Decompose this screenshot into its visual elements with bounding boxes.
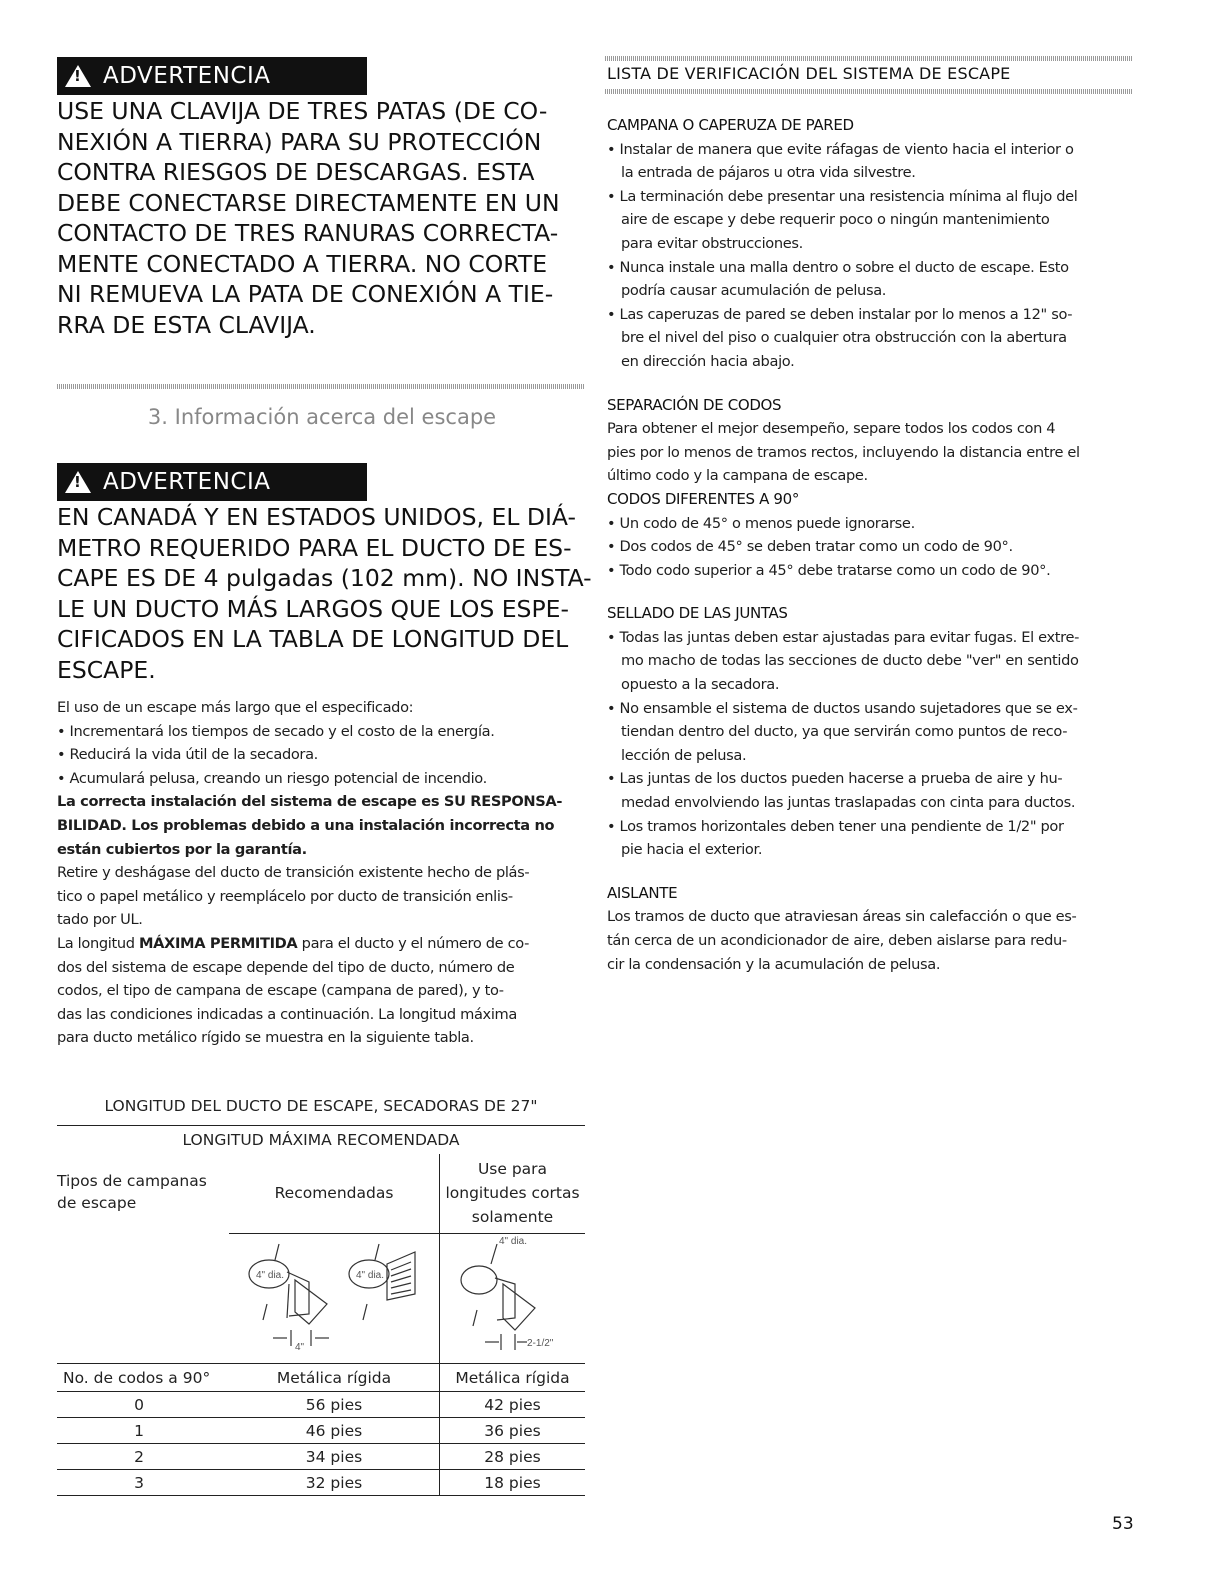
subsection-heading: SEPARACIÓN DE CODOS: [607, 395, 782, 414]
warning-line: ESCAPE.: [57, 655, 156, 684]
table-cell: 42 pies: [440, 1392, 586, 1418]
warning-line: CONTACTO DE TRES RANURAS CORRECTA-: [57, 219, 559, 247]
section-divider: [57, 384, 585, 389]
paragraph-line: cir la condensación y la acumulación de pelusa.: [607, 955, 941, 973]
warning-line: NI REMUEVA LA PATA DE CONEXIÓN A TIE-: [57, 280, 554, 308]
warning-line: CIFICADOS EN LA TABLA DE LONGITUD DEL: [57, 625, 569, 653]
warning-text-1: [57, 96, 587, 340]
paragraph-line: último codo y la campana de escape.: [607, 467, 868, 485]
bullet-item: • Incrementará los tiempos de secado y el costo de la energía.: [57, 722, 495, 740]
bullet-item: • Reducirá la vida útil de la secadora.: [57, 746, 318, 764]
wall-hood-illustrations: [229, 1234, 439, 1359]
recommended-hoods-figure: [229, 1234, 440, 1364]
bullet-item: opuesto a la secadora.: [621, 676, 780, 694]
col-header-hood-types: [57, 1154, 229, 1234]
table-title: LONGITUD DEL DUCTO DE ESCAPE, SECADORAS DE 27": [104, 1097, 538, 1115]
bullet-item: pie hacia el exterior.: [621, 841, 763, 859]
table-subtitle: LONGITUD MÁXIMA RECOMENDADA: [57, 1126, 585, 1154]
col-header-recommended: Recomendadas: [229, 1154, 440, 1234]
warning-line: DEBE CONECTARSE DIRECTAMENTE EN UN: [57, 188, 560, 217]
exhaust-length-table: [57, 1125, 585, 1496]
warning-line: MENTE CONECTADO A TIERRA. NO CORTE: [57, 249, 548, 278]
warning-label: ADVERTENCIA: [103, 469, 271, 495]
angled-hood-icon: [461, 1244, 535, 1350]
warning-line: RRA DE ESTA CLAVIJA.: [57, 310, 316, 339]
table-cell: 3: [134, 1473, 144, 1492]
table-cell: 1: [134, 1421, 144, 1440]
figure-label: 4": [295, 1342, 305, 1353]
bullet-item: • Las caperuzas de pared se deben instalar por lo menos a 12" so-: [607, 305, 1073, 323]
responsibility-note: están cubiertos por la garantía.: [57, 840, 307, 858]
bullet-item: tiendan dentro del ducto, ya que servirán como puntos de reco-: [621, 723, 1068, 741]
warning-line: USE UNA CLAVIJA DE TRES PATAS (DE CO-: [57, 97, 548, 125]
paragraph-line: tán cerca de un acondicionador de aire, deben aislarse para redu-: [607, 932, 1067, 949]
row-header-cell: Metálica rígida: [440, 1364, 586, 1392]
bullet-item: bre el nivel del piso o cualquier otra obstrucción con la abertura: [621, 329, 1067, 347]
bullet-item: podría causar acumulación de pelusa.: [621, 282, 887, 300]
warning-banner-1: [57, 57, 367, 95]
table-cell: 46 pies: [305, 1421, 363, 1440]
box-hood-icon: [349, 1244, 415, 1320]
figure-label: 4" dia.: [356, 1270, 385, 1281]
warning-triangle-icon: !: [65, 65, 91, 87]
bullet-item: • Todas las juntas deben estar ajustadas para evitar fugas. El extre-: [607, 628, 1079, 646]
length-text: codos, el tipo de campana de escape (campana de pared), y to-: [57, 982, 504, 1000]
bullet-item: • Un codo de 45° o menos puede ignorarse.: [607, 514, 915, 532]
retire-text: tado por UL.: [57, 911, 143, 929]
length-text: [57, 932, 587, 956]
table-cell: 36 pies: [440, 1418, 586, 1444]
subsection-heading: SELLADO DE LAS JUNTAS: [607, 604, 788, 623]
empty-cell: [57, 1234, 229, 1364]
louvered-hood-icon: [249, 1244, 329, 1346]
bullet-item: la entrada de pájaros u otra vida silvestre.: [621, 164, 916, 182]
retire-text: Retire y deshágase del ducto de transición existente hecho de plás-: [57, 864, 530, 882]
length-text-pre: La longitud: [57, 934, 139, 952]
subsection-heading: AISLANTE: [607, 883, 678, 902]
table-row: [57, 1418, 585, 1444]
bullet-item: en dirección hacia abajo.: [621, 352, 795, 370]
section-title: 3. Información acerca del escape: [147, 405, 497, 429]
right-top-divider: [605, 56, 1132, 61]
figure-label: 2-1/2": [526, 1338, 553, 1349]
figure-label: 4" dia.: [256, 1270, 285, 1281]
checklist-heading: LISTA DE VERIFICACIÓN DEL SISTEMA DE ESCAPE: [607, 64, 1011, 83]
col-header-line: Use para: [477, 1160, 548, 1179]
warning-banner-2: [57, 463, 367, 501]
table-row: [57, 1364, 585, 1392]
paragraph-line: Para obtener el mejor desempeño, separe todos los codos con 4: [607, 420, 1056, 438]
row-header-cell: No. de codos a 90°: [63, 1368, 211, 1387]
checklist-body: [607, 114, 1132, 976]
responsibility-note: BILIDAD. Los problemas debido a una instalación incorrecta no: [57, 816, 555, 834]
length-text: dos del sistema de escape depende del tipo de ducto, número de: [57, 958, 515, 976]
figure-label: 4" dia.: [498, 1236, 527, 1247]
bullet-item: • La terminación debe presentar una resistencia mínima al flujo del: [607, 187, 1078, 205]
short-hood-illustration: [443, 1234, 583, 1359]
retire-text: tico o papel metálico y reemplácelo por ducto de transición enlis-: [57, 887, 513, 905]
bullet-item: • No ensamble el sistema de ductos usando sujetadores que se ex-: [607, 699, 1078, 717]
bullet-item: • Todo codo superior a 45° debe tratarse como un codo de 90°.: [607, 561, 1051, 579]
exhaust-body-text: [57, 696, 587, 1050]
col-header-line: de escape: [57, 1193, 137, 1212]
length-text-post: para el ducto y el número de co-: [297, 934, 530, 952]
length-text: das las condiciones indicadas a continuación. La longitud máxima: [57, 1005, 518, 1023]
bullet-item: • Dos codos de 45° se deben tratar como un codo de 90°.: [607, 538, 1013, 556]
warning-label: ADVERTENCIA: [103, 63, 271, 89]
table-cell: 56 pies: [305, 1395, 363, 1414]
responsibility-note: La correcta instalación del sistema de escape es SU RESPONSA-: [57, 793, 563, 811]
col-header-short: [440, 1154, 586, 1234]
warning-line: EN CANADÁ Y EN ESTADOS UNIDOS, EL DIÁ-: [57, 503, 576, 531]
table-row: [57, 1444, 585, 1470]
col-header-line: solamente: [471, 1208, 554, 1227]
table-cell: 32 pies: [305, 1473, 363, 1492]
warning-line: NEXIÓN A TIERRA) PARA SU PROTECCIÓN: [57, 127, 542, 156]
warning-line: CAPE ES DE 4 pulgadas (102 mm). NO INSTA-: [57, 564, 592, 592]
table-cell: 28 pies: [440, 1444, 586, 1470]
bullet-item: • Los tramos horizontales deben tener una pendiente de 1/2" por: [607, 817, 1064, 835]
table-row: [57, 1470, 585, 1496]
short-hood-figure: [440, 1234, 586, 1364]
bullet-item: lección de pelusa.: [621, 746, 747, 764]
col-header-line: Tipos de campanas: [57, 1171, 207, 1190]
col-header-line: longitudes cortas: [445, 1184, 580, 1203]
bullet-item: • Acumulará pelusa, creando un riesgo potencial de incendio.: [57, 769, 487, 787]
right-heading-divider: [605, 89, 1132, 94]
bullet-item: aire de escape y debe requerir poco o ningún mantenimiento: [621, 211, 1050, 229]
table-cell: 2: [134, 1447, 144, 1466]
bullet-item: mo macho de todas las secciones de ducto debe "ver" en sentido: [621, 652, 1079, 670]
warning-triangle-icon: !: [65, 471, 91, 493]
paragraph-line: Los tramos de ducto que atraviesan áreas sin calefacción o que es-: [607, 908, 1077, 926]
subsection-heading: CODOS DIFERENTES A 90°: [607, 489, 799, 508]
warning-line: CONTRA RIESGOS DE DESCARGAS. ESTA: [57, 158, 535, 186]
page-number: 53: [1112, 1514, 1134, 1534]
bullet-item: • Instalar de manera que evite ráfagas de viento hacia el interior o: [607, 140, 1074, 158]
row-header-cell: Metálica rígida: [276, 1368, 392, 1387]
warning-line: METRO REQUERIDO PARA EL DUCTO DE ES-: [57, 533, 572, 562]
bullet-item: • Nunca instale una malla dentro o sobre el ducto de escape. Esto: [607, 258, 1069, 276]
table-cell: 0: [134, 1395, 144, 1414]
length-text: para ducto metálico rígido se muestra en la siguiente tabla.: [57, 1029, 474, 1047]
table-cell: 34 pies: [305, 1447, 363, 1466]
intro-text: El uso de un escape más largo que el especificado:: [57, 699, 414, 716]
bullet-item: medad envolviendo las juntas traslapadas con cinta para ductos.: [621, 794, 1076, 812]
subsection-heading: CAMPANA O CAPERUZA DE PARED: [607, 116, 854, 134]
warning-line: LE UN DUCTO MÁS LARGOS QUE LOS ESPE-: [57, 594, 569, 623]
bullet-item: para evitar obstrucciones.: [621, 234, 803, 252]
table-row: [57, 1392, 585, 1418]
paragraph-line: pies por lo menos de tramos rectos, incluyendo la distancia entre el: [607, 443, 1080, 461]
warning-text-2: [57, 502, 592, 685]
length-text-bold: MÁXIMA PERMITIDA: [138, 934, 298, 952]
table-cell: 18 pies: [440, 1470, 586, 1496]
bullet-item: • Las juntas de los ductos pueden hacerse a prueba de aire y hu-: [607, 770, 1063, 788]
